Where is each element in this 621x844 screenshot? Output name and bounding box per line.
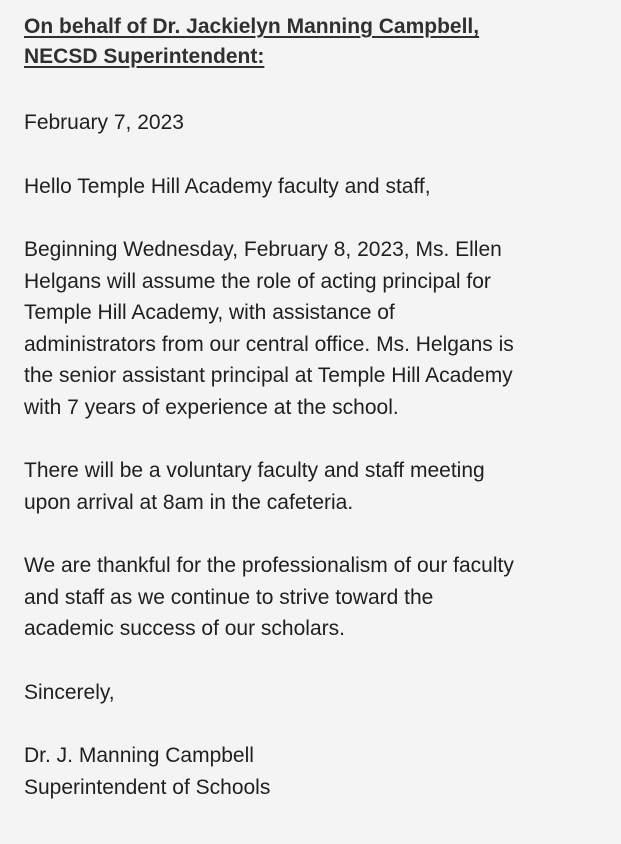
signature-name: Dr. J. Manning Campbell	[24, 744, 254, 767]
paragraph-staff-meeting	[24, 455, 597, 518]
text-line: Temple Hill Academy, with assistance of	[24, 301, 395, 324]
paragraph-thanks	[24, 550, 597, 645]
text-line: academic success of our scholars.	[24, 617, 345, 640]
text-line: with 7 years of experience at the school.	[24, 395, 399, 419]
letter-greeting: Hello Temple Hill Academy faculty and staff,	[24, 174, 431, 198]
letter-date: February 7, 2023	[24, 111, 184, 134]
heading-line-2: NECSD Superintendent:	[24, 45, 265, 68]
letter-heading	[24, 12, 597, 72]
signature-title: Superintendent of Schools	[24, 775, 271, 799]
text-line: There will be a voluntary faculty and staff meeting	[24, 459, 485, 482]
paragraph-acting-principal	[24, 234, 597, 423]
signature-block	[24, 740, 597, 803]
text-line: We are thankful for the professionalism of our faculty	[24, 554, 514, 577]
text-line: Helgans will assume the role of acting principal for	[24, 269, 491, 293]
text-line: Beginning Wednesday, February 8, 2023, Ms. Ellen	[24, 238, 502, 261]
text-line: and staff as we continue to strive toward the	[24, 585, 434, 609]
text-line: the senior assistant principal at Temple Hill Academy	[24, 364, 513, 387]
text-line: administrators from our central office. Ms. Helgans is	[24, 332, 514, 356]
letter-closing: Sincerely,	[24, 680, 115, 704]
heading-line-1: On behalf of Dr. Jackielyn Manning Campbell,	[24, 15, 480, 38]
text-line: upon arrival at 8am in the cafeteria.	[24, 490, 354, 514]
